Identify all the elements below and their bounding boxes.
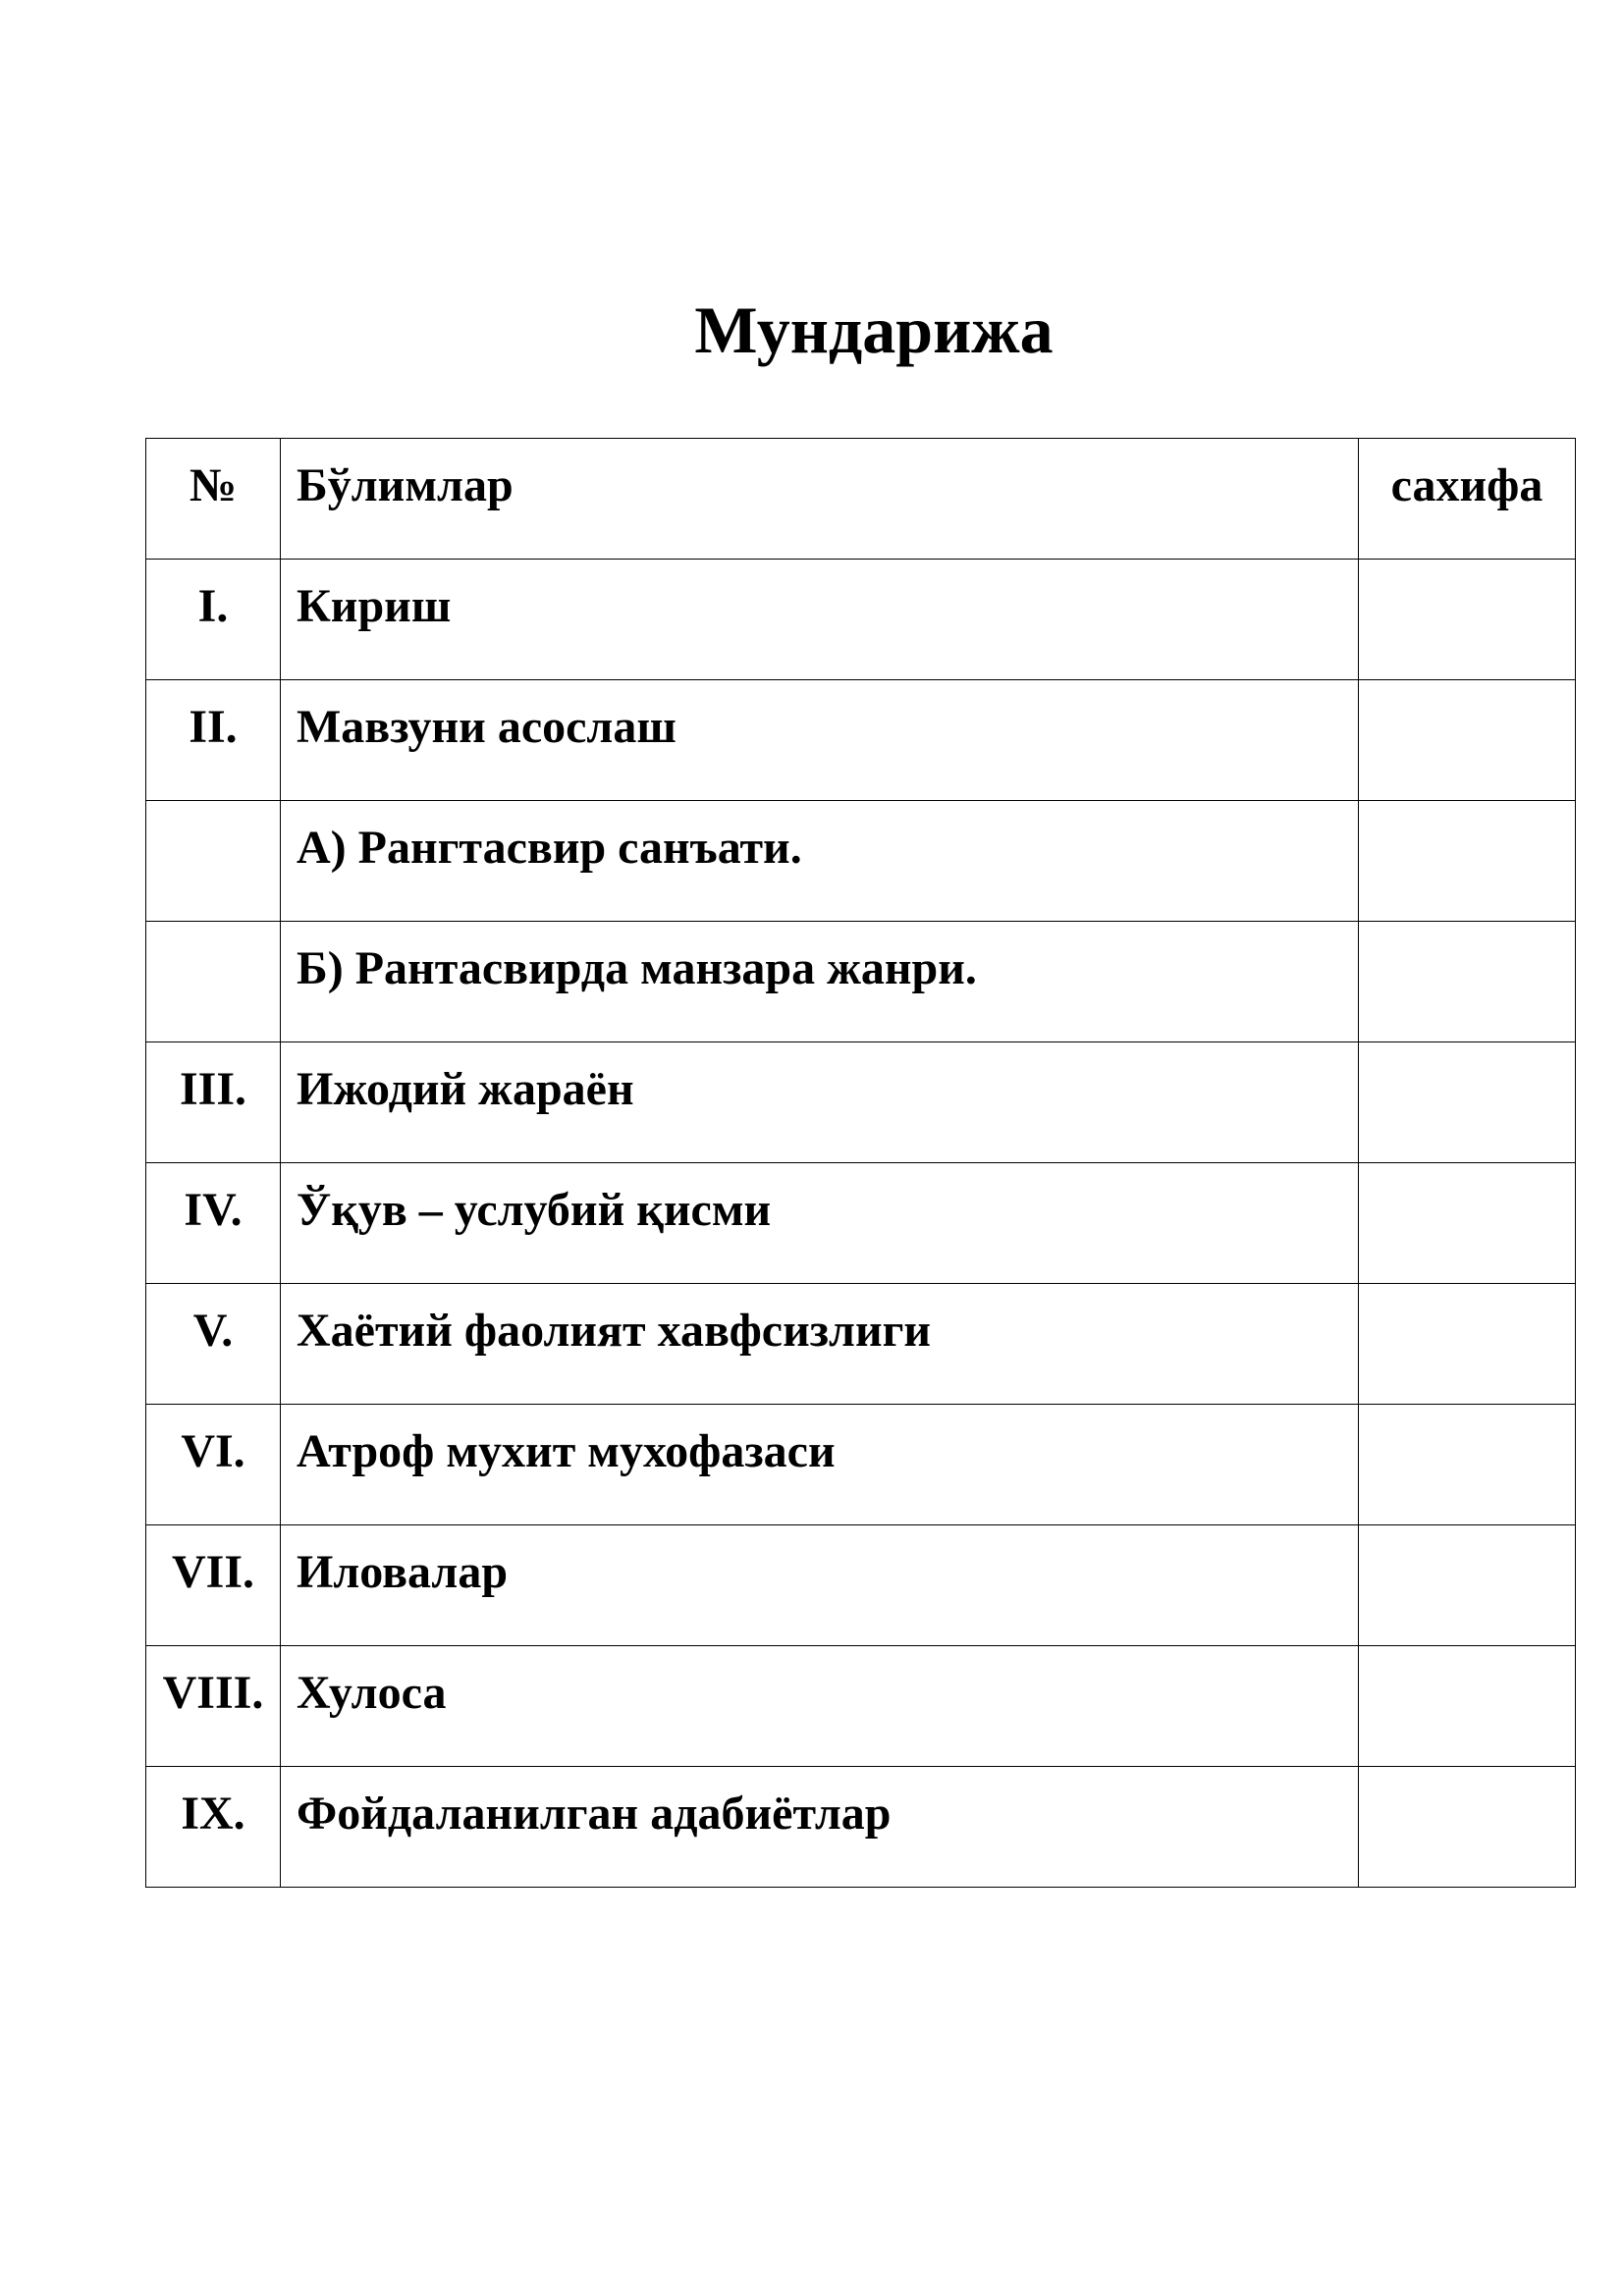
header-number: № [146,439,281,560]
row-number: VIII. [146,1646,281,1767]
table-header-row [146,439,1576,560]
row-page [1359,1767,1576,1888]
row-section: Кириш [281,560,1359,680]
table-row [146,1525,1576,1646]
row-page [1359,1525,1576,1646]
row-section: Б) Рантасвирда манзара жанри. [281,922,1359,1042]
row-number: IX. [146,1767,281,1888]
row-section: Хулоса [281,1646,1359,1767]
row-page [1359,1646,1576,1767]
table-row [146,680,1576,801]
row-page [1359,801,1576,922]
row-section: Атроф мухит мухофазаси [281,1405,1359,1525]
row-section: Ўқув – услубий қисми [281,1163,1359,1284]
row-page [1359,560,1576,680]
header-page: сахифа [1359,439,1576,560]
header-sections: Бўлимлар [281,439,1359,560]
table-row [146,1646,1576,1767]
row-section: А) Рангтасвир санъати. [281,801,1359,922]
row-section: Мавзуни асослаш [281,680,1359,801]
table-row [146,922,1576,1042]
table-row [146,560,1576,680]
row-page [1359,1284,1576,1405]
row-number: VI. [146,1405,281,1525]
row-number: I. [146,560,281,680]
row-section: Хаётий фаолият хавфсизлиги [281,1284,1359,1405]
table-row [146,1042,1576,1163]
table-row [146,1405,1576,1525]
row-number: II. [146,680,281,801]
row-number: III. [146,1042,281,1163]
row-section: Фойдаланилган адабиётлар [281,1767,1359,1888]
table-row [146,1767,1576,1888]
row-section: Иловалар [281,1525,1359,1646]
row-number [146,922,281,1042]
row-page [1359,680,1576,801]
row-number: IV. [146,1163,281,1284]
contents-table [145,438,1576,1888]
table-row [146,1284,1576,1405]
row-number: VII. [146,1525,281,1646]
row-number [146,801,281,922]
row-number: V. [146,1284,281,1405]
table-row [146,1163,1576,1284]
row-page [1359,922,1576,1042]
row-page [1359,1405,1576,1525]
row-page [1359,1042,1576,1163]
row-page [1359,1163,1576,1284]
row-section: Ижодий жараён [281,1042,1359,1163]
page-title: Мундарижа [694,293,1054,367]
table-row [146,801,1576,922]
